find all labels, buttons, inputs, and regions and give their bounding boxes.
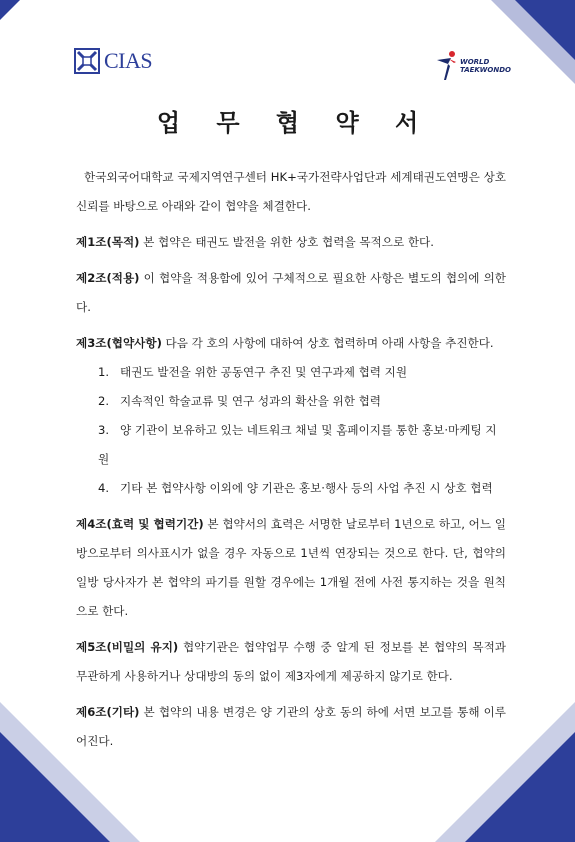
article-6	[76, 698, 506, 756]
list-item	[76, 416, 506, 474]
wt-logo-line1: WORLD	[460, 58, 490, 66]
article-1	[76, 228, 506, 257]
list-item-text: 기타 본 협약사항 이외에 양 기관은 홍보·행사 등의 사업 추진 시 상호 협력	[120, 481, 493, 495]
list-item	[76, 358, 506, 387]
list-item-text: 지속적인 학술교류 및 연구 성과의 확산을 위한 협력	[120, 394, 381, 408]
world-taekwondo-logo-text	[460, 58, 511, 74]
article-3-heading: 제3조(협약사항)	[76, 336, 162, 350]
article-2-text: 이 협약을 적용함에 있어 구체적으로 필요한 사항은 별도의 협의에 의한다.	[76, 271, 506, 314]
list-item	[76, 474, 506, 503]
list-item-number: 4.	[98, 481, 110, 495]
article-4-text: 본 협약서의 효력은 서명한 날로부터 1년으로 하고, 어느 일방으로부터 의사표시가 없을 경우 자동으로 1년씩 연장되는 것으로 한다. 단, 협약의 일방 당사자가 본 협약의 파기를 원할 경우에는 1개월 전에 사전 통지하는 것을 원칙으로 한다.	[76, 517, 506, 618]
list-item-number: 2.	[98, 394, 110, 408]
corner-decoration-top-left	[0, 0, 20, 20]
world-taekwondo-logo	[435, 50, 511, 82]
article-2	[76, 264, 506, 322]
article-5-text: 협약기관은 협약업무 수행 중 알게 된 정보를 본 협약의 목적과 무관하게 사용하거나 상대방의 동의 없이 제3자에게 제공하지 않기로 한다.	[76, 640, 506, 683]
corner-decoration-top-right	[515, 0, 575, 60]
list-item-text: 양 기관이 보유하고 있는 네트워크 채널 및 홈페이지를 통한 홍보·마케팅 지원	[98, 423, 497, 466]
article-3	[76, 329, 506, 358]
document-title: 업 무 협 약 서	[156, 109, 433, 137]
list-item-text: 태권도 발전을 위한 공동연구 추진 및 연구과제 협력 지원	[120, 365, 408, 379]
article-3-text: 다음 각 호의 사항에 대하여 상호 협력하며 아래 사항을 추진한다.	[161, 336, 494, 350]
article-4-heading: 제4조(효력 및 협력기간)	[76, 517, 204, 531]
cias-emblem-icon	[74, 48, 100, 74]
article-1-heading: 제1조(목적)	[76, 235, 140, 249]
intro-paragraph: 한국외국어대학교 국제지역연구센터 HK+국가전략사업단과 세계태권도연맹은 상호 신뢰를 바탕으로 아래와 같이 협약을 체결한다.	[76, 170, 506, 213]
taekwondo-kicker-icon	[435, 50, 457, 82]
article-5-heading: 제5조(비밀의 유지)	[76, 640, 179, 654]
article-6-text: 본 협약의 내용 변경은 양 기관의 상호 동의 하에 서면 보고를 통해 이루어진다.	[76, 705, 506, 748]
wt-logo-line2: TAEKWONDO	[460, 66, 511, 74]
article-2-heading: 제2조(적용)	[76, 271, 140, 285]
document-body	[76, 163, 506, 756]
cias-logo	[74, 48, 152, 74]
article-1-text: 본 협약은 태권도 발전을 위한 상호 협력을 목적으로 한다.	[139, 235, 434, 249]
cias-logo-text: CIAS	[104, 48, 153, 73]
article-5	[76, 633, 506, 691]
list-item	[76, 387, 506, 416]
list-item-number: 3.	[98, 423, 110, 437]
list-item-number: 1.	[98, 365, 110, 379]
article-6-heading: 제6조(기타)	[76, 705, 140, 719]
article-4	[76, 510, 506, 626]
article-3-list	[76, 358, 506, 503]
